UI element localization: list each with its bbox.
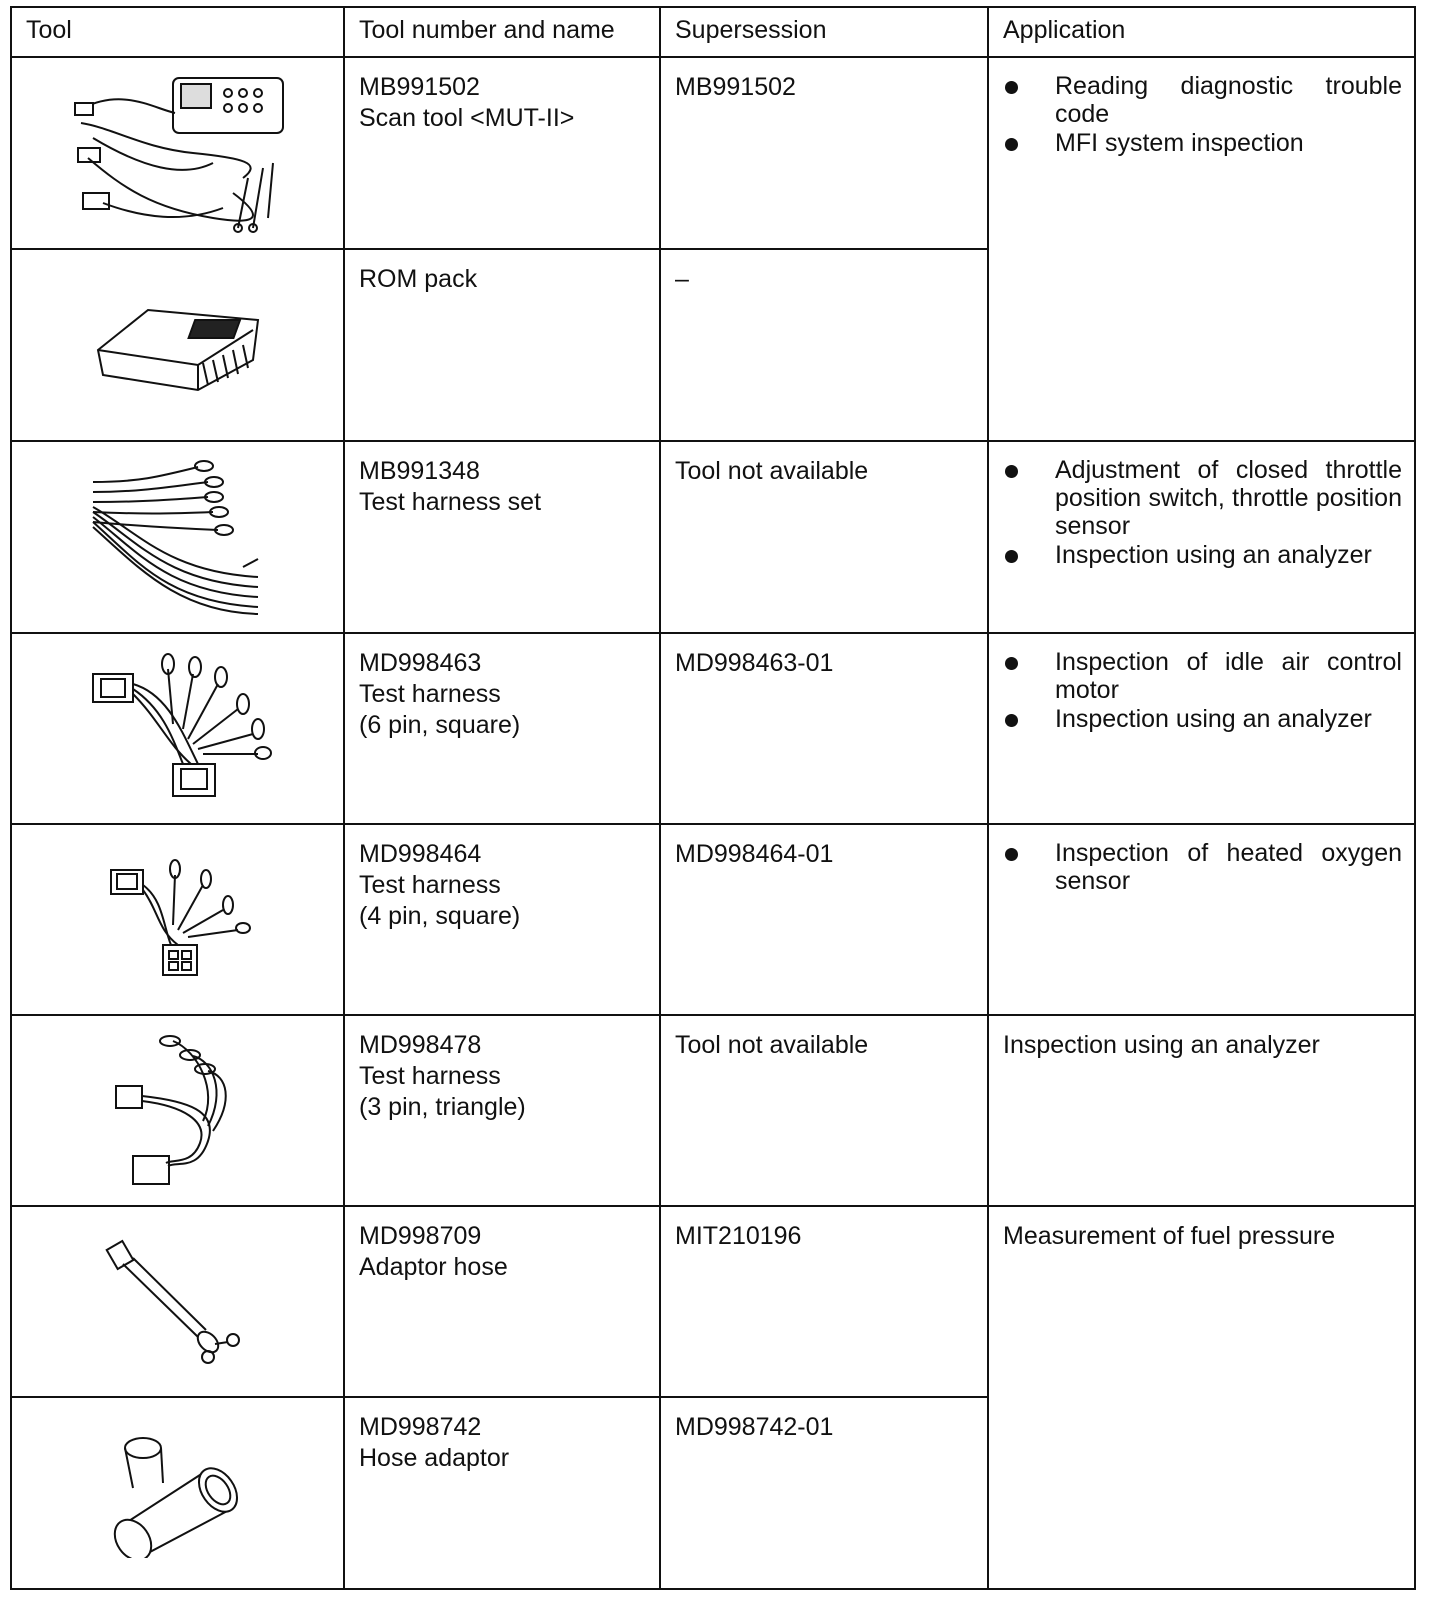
- tool-number: MD998709: [359, 1222, 482, 1250]
- header-tool: Tool: [11, 7, 344, 57]
- header-application: Application: [988, 7, 1415, 57]
- application-list: [989, 634, 1414, 733]
- tool-number: MD998478: [359, 1031, 482, 1059]
- tool-name: Scan tool <MUT-II>: [359, 104, 575, 132]
- bullet-icon: [1005, 657, 1018, 670]
- supersession-value: MD998464-01: [675, 840, 834, 868]
- list-item: Inspection of idle air control motor: [1003, 648, 1402, 704]
- bullet-icon: [1005, 81, 1018, 94]
- tool-number: MB991348: [359, 457, 480, 485]
- special-tools-table: [10, 6, 1416, 1590]
- table-row: [11, 824, 1415, 1015]
- test-harness-3pin-icon: [12, 1016, 343, 1205]
- tool-number: MD998464: [359, 840, 482, 868]
- tool-number: ROM pack: [359, 265, 478, 293]
- hose-adaptor-icon: [12, 1398, 343, 1588]
- supersession-value: MD998742-01: [675, 1413, 834, 1441]
- tool-name-detail: (4 pin, square): [359, 902, 521, 930]
- table-row: [11, 1015, 1415, 1206]
- test-harness-6pin-icon: [12, 634, 343, 823]
- list-item: Reading diagnostic trouble code: [1003, 72, 1402, 128]
- header-row: [11, 7, 1415, 57]
- table-row: [11, 441, 1415, 633]
- tool-name: Test harness: [359, 680, 501, 708]
- application-list: [989, 58, 1414, 157]
- supersession-value: Tool not available: [675, 1031, 869, 1059]
- rom-pack-icon: [12, 250, 343, 440]
- tool-number: MD998463: [359, 649, 482, 677]
- header-tool-number-name: Tool number and name: [344, 7, 660, 57]
- supersession-value: –: [675, 265, 689, 293]
- bullet-icon: [1005, 714, 1018, 727]
- application-list: [989, 825, 1414, 895]
- supersession-value: Tool not available: [675, 457, 869, 485]
- tool-name: Test harness: [359, 1062, 501, 1090]
- tool-name-detail: (3 pin, triangle): [359, 1093, 526, 1121]
- test-harness-4pin-icon: [12, 825, 343, 1014]
- tool-number: MD998742: [359, 1413, 482, 1441]
- tool-name-detail: (6 pin, square): [359, 711, 521, 739]
- tool-name: Test harness set: [359, 488, 542, 516]
- supersession-value: MB991502: [675, 73, 796, 101]
- application-list: [989, 442, 1414, 569]
- scan-tool-icon: [12, 58, 343, 248]
- bullet-icon: [1005, 138, 1018, 151]
- list-item: Inspection using an analyzer: [1003, 541, 1402, 569]
- tool-name: Adaptor hose: [359, 1253, 508, 1281]
- bullet-icon: [1005, 550, 1018, 563]
- table-row: [11, 633, 1415, 824]
- header-supersession: Supersession: [660, 7, 988, 57]
- list-item: Adjustment of closed throttle position switch, throttle position sensor: [1003, 456, 1402, 540]
- bullet-icon: [1005, 465, 1018, 478]
- list-item: Inspection using an analyzer: [1003, 705, 1402, 733]
- list-item: MFI system inspection: [1003, 129, 1402, 157]
- tool-number: MB991502: [359, 73, 480, 101]
- table-row: [11, 1206, 1415, 1397]
- test-harness-set-icon: [12, 442, 343, 632]
- application-text: Inspection using an analyzer: [1003, 1031, 1320, 1059]
- list-item: Inspection of heated oxygen sensor: [1003, 839, 1402, 895]
- supersession-value: MD998463-01: [675, 649, 834, 677]
- supersession-value: MIT210196: [675, 1222, 802, 1250]
- bullet-icon: [1005, 848, 1018, 861]
- application-text: Measurement of fuel pressure: [1003, 1222, 1336, 1250]
- tool-name: Test harness: [359, 871, 501, 899]
- tool-name: Hose adaptor: [359, 1444, 510, 1472]
- adaptor-hose-icon: [12, 1207, 343, 1396]
- table-row: [11, 57, 1415, 249]
